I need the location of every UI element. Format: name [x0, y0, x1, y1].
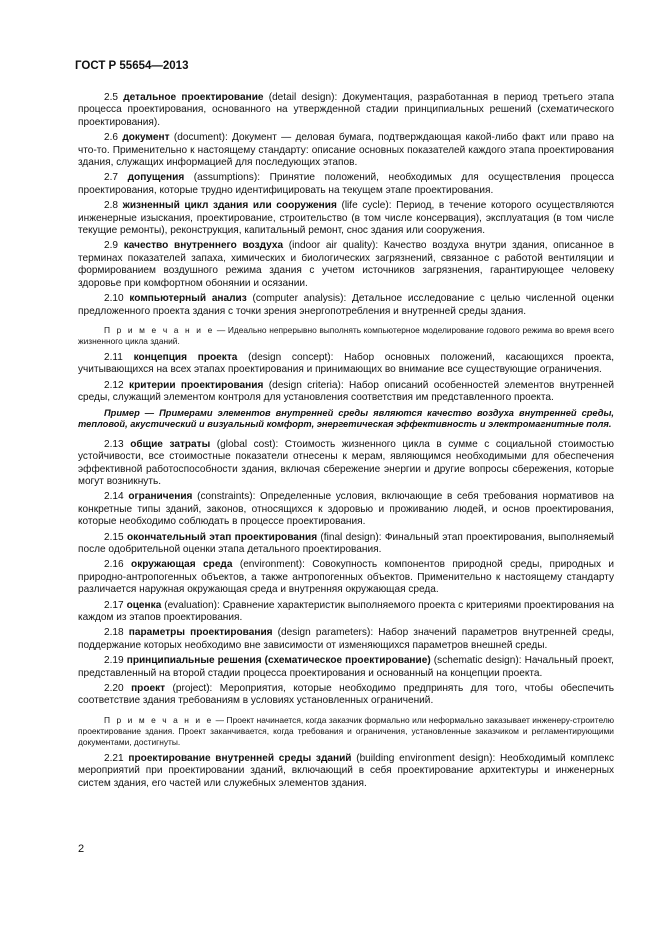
note-2	[78, 715, 614, 748]
entry-definition: (life cycle): Период, в течение которого осуществляются инженерные изыскания, проектирование, строительство (в том числе консервация), эксплуатация (в том числе текущие ремонты), реконструкция, капитальный ремонт, снос здания или сооружения.	[78, 200, 615, 237]
entry-2-17	[78, 600, 614, 625]
entry-2-6	[78, 132, 614, 169]
entry-2-14	[78, 491, 614, 528]
entry-number: 2.18	[104, 627, 124, 639]
page-number: 2	[78, 843, 85, 855]
note-text: — Идеально непрерывно выполнять компьютерное моделирование годового режима во время всего жизненного цикла зданий.	[78, 324, 614, 346]
entry-number: 2.13	[104, 438, 124, 450]
entry-term: ограничения	[128, 491, 193, 503]
entry-2-8	[78, 200, 614, 237]
note-label: П р и м е ч а н и е	[104, 324, 215, 335]
entry-number: 2.20	[104, 683, 124, 695]
entry-number: 2.19	[104, 655, 124, 667]
entry-term: проект	[131, 683, 166, 695]
entry-definition: (schematic design): Начальный проект, представленный на второй стадии процесса проектирования и основанный на концепции проекта.	[78, 655, 614, 679]
entry-definition: (design criteria): Набор описаний особенностей элементов внутренней среды, служащий элементом контроля для установления соответствия им представленного проекта.	[78, 379, 615, 404]
entry-number: 2.8	[104, 200, 119, 212]
entry-number: 2.7	[104, 172, 119, 184]
note-label: П р и м е ч а н и е	[104, 714, 214, 725]
entry-number: 2.15	[104, 531, 124, 543]
entry-2-11	[78, 352, 614, 377]
entry-2-15	[78, 532, 614, 557]
entry-definition: (evaluation): Сравнение характеристик выполняемого проекта с критериями проектирования на каждом из этапов проектирования.	[78, 599, 615, 623]
example-block: Пример — Примерами элементов внутренней среды являются качество воздуха внутренней среды, тепловой, акустический и визуальный комфорт, энергетическая эффективность и электромагнитные поля.	[78, 407, 614, 430]
entry-2-19	[78, 655, 614, 680]
document-body	[78, 92, 614, 793]
entry-definition: (document): Документ — деловая бумага, подтверждающая какой-либо факт или право на что-то. Применительно к настоящему стандарту: описание основных показателей каждого этапа проектирования здания, служащих информацией для последующих этапов.	[78, 132, 615, 169]
entry-number: 2.6	[104, 132, 119, 144]
entry-definition: (global cost): Стоимость жизненного цикла в сумме с социальной стоимостью устойчивости, все стоимостные показатели отнесены к мерам, являющимся необходимыми для обеспечения эффективной работоспособности здания, включая сбережение энергии и другие вопросы сбережения, которые могут возникнуть.	[78, 438, 614, 487]
note-1	[78, 325, 614, 347]
entry-definition: (building environment design): Необходимый комплекс мероприятий при проектировании зданий, включающий в себя проектирование архитектуры и инженерных систем здания, его частей или служебных элементов здания.	[78, 752, 614, 789]
entry-number: 2.16	[104, 559, 124, 571]
entry-term: жизненный цикл здания или сооружения	[122, 200, 337, 212]
entry-term: оценка	[126, 599, 162, 611]
entry-term: окружающая среда	[131, 559, 233, 571]
entry-term: документ	[122, 132, 170, 144]
entry-2-16	[78, 559, 614, 596]
entry-number: 2.11	[104, 351, 123, 363]
note-text: — Проект начинается, когда заказчик формально или неформально заказывает инженеру-строителю проектирование здания. Проект заканчивается, когда требования и ограничения, установленные заказчиком и регламентирующими документами, достигнуты.	[78, 714, 614, 747]
entry-definition: (project): Мероприятия, которые необходимо предпринять для того, чтобы обеспечить соответствие здания требованиям в условиях установленных ограничений.	[78, 683, 615, 707]
entry-term: качество внутреннего воздуха	[123, 240, 284, 252]
entry-number: 2.21	[104, 752, 124, 764]
document-header: ГОСТ Р 55654—2013	[75, 60, 189, 72]
entry-term: принципиальные решения (схематическое проектирование)	[126, 655, 431, 667]
entry-2-13	[78, 439, 614, 489]
entry-2-18	[78, 627, 614, 652]
entry-number: 2.12	[104, 379, 124, 391]
entry-number: 2.17	[104, 599, 124, 611]
entry-2-12	[78, 380, 614, 405]
entry-term: критерии проектирования	[129, 379, 264, 391]
entry-definition: (constraints): Определенные условия, включающие в себя требования нормативов на конкретные типы зданий, законов, относящихся к здоровью и проживанию людей, и основ проектирования, которые необходимо соблюдать в процессе проектирования.	[78, 491, 614, 528]
entry-definition: (indoor air quality): Качество воздуха внутри здания, описанное в терминах показателей запаха, химических и биологических загрязнений, связанное с работой вентиляции и формированием воздушного режима здания с учетом источников загрязнения, гарантирующее человеку здоровье при комфортном обонянии и осязании.	[78, 240, 614, 289]
entry-term: проектирование внутренней среды зданий	[128, 752, 352, 764]
entry-term: компьютерный анализ	[129, 293, 247, 305]
entry-definition: (computer analysis): Детальное исследование с целью численной оценки предложенного проекта здания с точки зрения энергопотребления и внутренней среды здания.	[78, 293, 614, 317]
entry-2-20	[78, 683, 614, 708]
entry-definition: (design parameters): Набор значений параметров внутренней среды, поддержание которых необходимо вне зависимости от изменяющихся параметров внешней среды.	[78, 627, 614, 651]
entry-number: 2.10	[104, 293, 124, 305]
entry-definition: (detail design): Документация, разработанная в период третьего этапа процесса проектирования, основанного на утвержденной стадии принципиальных решений (схематического проектирования).	[78, 92, 614, 128]
entry-term: детальное проектирование	[123, 92, 264, 103]
entry-definition: (assumptions): Принятие положений, необходимых для осуществления процесса проектирования, которые трудно идентифицировать на текущем этапе проектирования.	[78, 172, 614, 196]
entry-2-7	[78, 172, 614, 197]
entry-term: окончательный этап проектирования	[126, 531, 318, 543]
entry-definition: (design concept): Набор основных положений, касающихся проекта, учитывающихся на всех этапах проектирования и принимающих во внимание все существующие ограничения.	[78, 351, 614, 376]
entry-term: общие затраты	[130, 438, 211, 450]
entry-term: допущения	[127, 172, 185, 184]
entry-2-9	[78, 240, 614, 290]
entry-definition: (final design): Финальный этап проектирования, выполняемый после одобрительной оценки этапа детального проектирования.	[78, 531, 614, 555]
entry-2-10	[78, 293, 614, 318]
entry-number: 2.5	[104, 92, 119, 103]
entry-2-21	[78, 753, 614, 790]
entry-number: 2.14	[104, 491, 124, 503]
entry-term: параметры проектирования	[128, 627, 273, 639]
entry-number: 2.9	[104, 240, 119, 252]
entry-term: концепция проекта	[133, 351, 238, 363]
entry-definition: (environment): Совокупность компонентов природной среды, природных и природно-антропогенных объектов, а также антропогенных объектов. Применительно к настоящему стандарту различается наружная окружающая среда и внутренняя окружающая среда.	[78, 559, 614, 596]
entry-2-5	[78, 92, 614, 129]
